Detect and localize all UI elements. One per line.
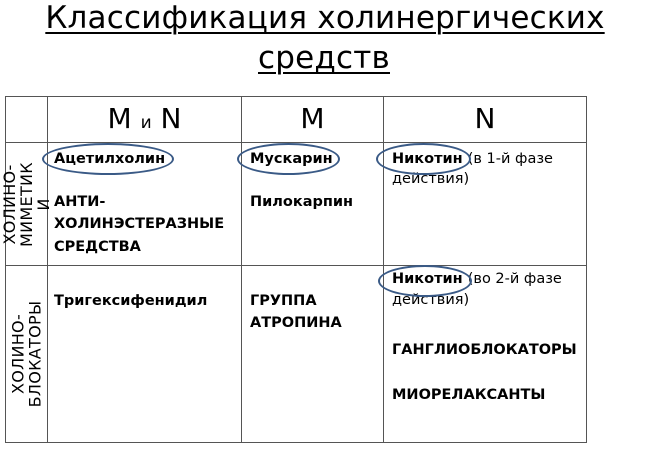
- atropine-label: АТРОПИНА: [250, 315, 342, 331]
- phase2-note-cont: действия): [392, 292, 470, 308]
- cholinesterase-label: ХОЛИНЭСТЕРАЗНЫЕ: [54, 216, 225, 232]
- trihexyphenidyl: Тригексифенидил: [54, 293, 208, 309]
- row-label-text: ХОЛИНО- МИМЕТИК И: [0, 161, 54, 247]
- page-title-line2: средств: [258, 40, 390, 76]
- ganglioblockers: ГАНГЛИОБЛОКАТОРЫ: [392, 342, 577, 358]
- header-mn: M и N: [48, 97, 242, 143]
- nicotine-label: Никотин: [392, 151, 463, 167]
- agents-label: СРЕДСТВА: [54, 239, 141, 255]
- page-title: Классификация холинергических: [45, 0, 605, 36]
- header-m: M: [242, 97, 384, 143]
- muscarine: Мускарин: [250, 151, 333, 167]
- phase1-note: (в 1-й фазе: [467, 151, 553, 167]
- cell-blocker-m: [242, 266, 384, 443]
- phase2-note: (во 2-й фазе: [467, 271, 562, 287]
- row-label-text: ХОЛИНО- БЛОКАТОРЫ: [8, 300, 45, 408]
- highlight-oval-nicotine-2: [378, 265, 472, 297]
- cell-blocker-mn: [48, 266, 242, 443]
- classification-table: [0, 96, 587, 443]
- nicotine-label: Никотин: [392, 271, 463, 287]
- group-label: ГРУППА: [250, 293, 317, 309]
- myorelaxants: МИОРЕЛАКСАНТЫ: [392, 387, 546, 403]
- phase1-note-cont: действия): [392, 171, 470, 187]
- anti-label: АНТИ-: [54, 194, 106, 210]
- highlight-oval-nicotine-1: [376, 143, 471, 175]
- row-label-cholinomimetics: [0, 143, 54, 266]
- highlight-oval-muscarine: [237, 143, 340, 175]
- corner-cell: [6, 97, 48, 143]
- pilocarpine: Пилокарпин: [250, 194, 354, 210]
- highlight-oval-acetylcholine: [42, 143, 174, 175]
- row-label-cholinoblockers: [6, 266, 48, 443]
- header-n: N: [384, 97, 587, 143]
- acetylcholine: Ацетилхолин: [54, 151, 166, 167]
